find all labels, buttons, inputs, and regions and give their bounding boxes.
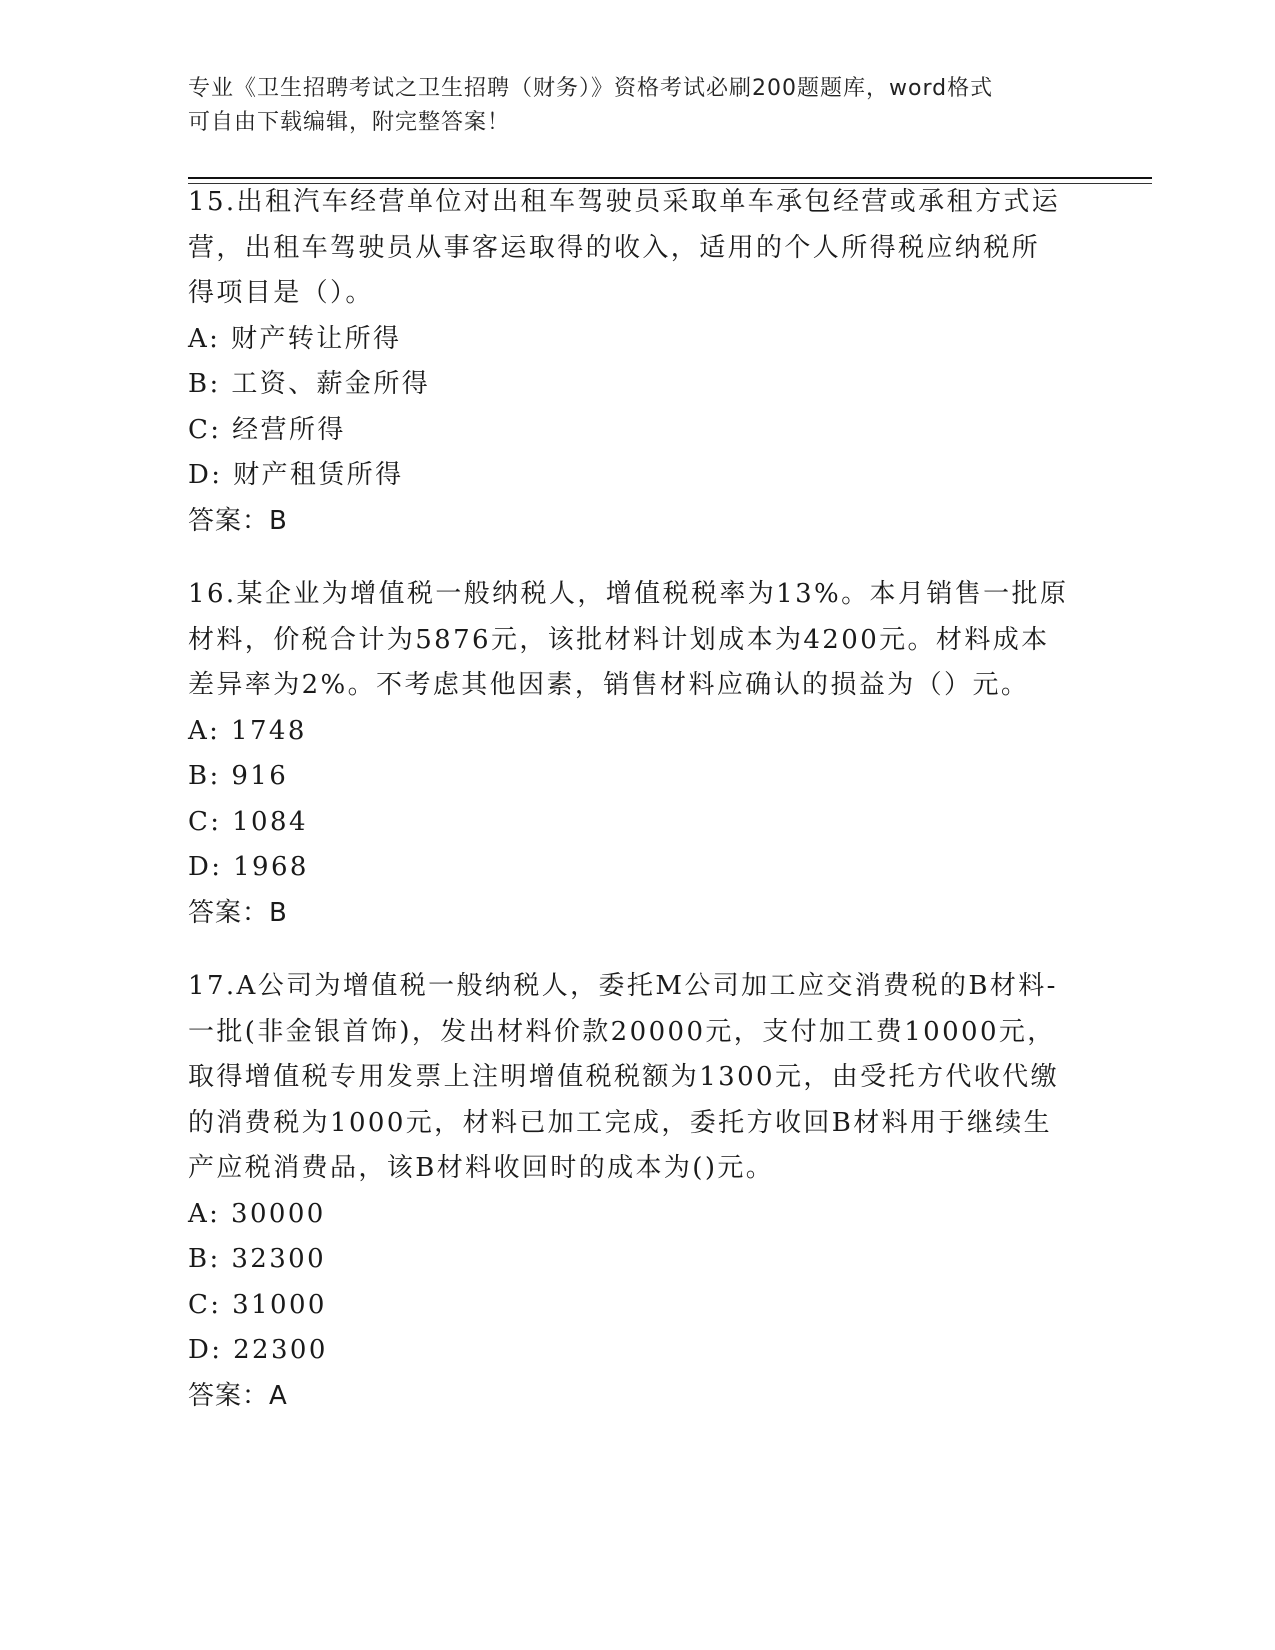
question-16 (188, 572, 1108, 936)
option-d: D: 财产租赁所得 (188, 460, 404, 490)
question-15 (188, 180, 1108, 544)
option-c: C: 1084 (188, 806, 308, 837)
question-text-line: 一批(非金银首饰)，发出材料价款20000元，支付加工费10000元， (188, 1016, 1056, 1047)
question-text-line: 16.某企业为增值税一般纳税人，增值税税率为13%。本月销售一批原 (188, 579, 1069, 609)
option-a: A: 1748 (188, 715, 307, 746)
question-text-line: 营，出租车驾驶员从事客运取得的收入，适用的个人所得税应纳税所 (188, 232, 1041, 263)
header-line: 可自由下载编辑，附完整答案！ (188, 110, 511, 135)
option-d: D: 1968 (188, 852, 309, 882)
question-text-line: 产应税消费品，该B材料收回时的成本为()元。 (188, 1153, 775, 1183)
question-17 (188, 964, 1108, 1419)
option-c: C: 经营所得 (188, 414, 346, 445)
option-b: B: 916 (188, 761, 289, 791)
option-a: A: 30000 (188, 1198, 326, 1229)
question-text-line: 差异率为2%。不考虑其他因素，销售材料应确认的损益为（）元。 (188, 670, 1030, 700)
question-text-line: 的消费税为1000元，材料已加工完成，委托方收回B材料用于继续生 (188, 1107, 1053, 1138)
header-divider-thick (188, 177, 1152, 179)
question-text-line: 17.A公司为增值税一般纳税人，委托M公司加工应交消费税的B材料- (188, 971, 1058, 1001)
option-c: C: 31000 (188, 1289, 327, 1320)
option-d: D: 22300 (188, 1335, 328, 1365)
option-b: B: 工资、薪金所得 (188, 369, 431, 399)
document-header (188, 72, 1088, 140)
option-b: B: 32300 (188, 1244, 327, 1274)
option-a: A: 财产转让所得 (188, 323, 402, 354)
question-text-line: 得项目是（）。 (188, 278, 374, 308)
question-text-line: 15.出租汽车经营单位对出租车驾驶员采取单车承包经营或承租方式运 (188, 187, 1061, 217)
answer: 答案：B (188, 505, 288, 536)
header-line: 专业《卫生招聘考试之卫生招聘（财务）》资格考试必刷200题题库，word格式 (188, 76, 994, 101)
answer: 答案：A (188, 1380, 288, 1411)
question-text-line: 材料，价税合计为5876元，该批材料计划成本为4200元。材料成本 (188, 624, 1050, 655)
answer: 答案：B (188, 897, 288, 928)
question-text-line: 取得增值税专用发票上注明增值税税额为1300元，由受托方代收代缴 (188, 1062, 1059, 1092)
